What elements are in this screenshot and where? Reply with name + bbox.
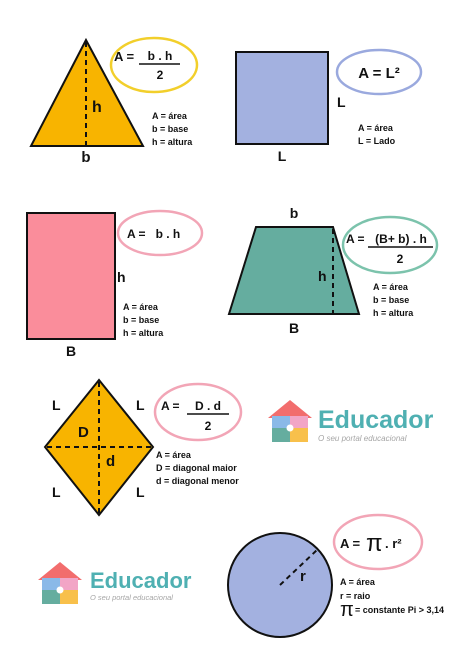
trapezoid-height-label: h bbox=[318, 268, 327, 284]
square-formula: A = L² bbox=[358, 65, 400, 82]
circle-formula-r2: . r² bbox=[385, 536, 402, 551]
trapezoid-legend-1: A = área bbox=[373, 282, 408, 292]
rectangle-panel bbox=[27, 211, 202, 359]
rhombus-side-label-br: L bbox=[136, 484, 145, 500]
rectangle-height-label: h bbox=[117, 269, 126, 285]
rhombus-legend-2: D = diagonal maior bbox=[156, 463, 237, 473]
rhombus-minor-label: d bbox=[106, 453, 116, 470]
rectangle-shape bbox=[27, 213, 115, 339]
circle-panel bbox=[228, 515, 444, 637]
square-shape bbox=[236, 52, 328, 144]
educador-logo-upper bbox=[318, 408, 433, 443]
rhombus-side-label-tr: L bbox=[136, 397, 145, 413]
square-legend-2: L = Lado bbox=[358, 136, 396, 146]
triangle-base-label: b bbox=[81, 149, 91, 166]
rhombus-side-label-bl: L bbox=[52, 484, 61, 500]
educador-logo-lower bbox=[90, 570, 191, 602]
logo-house-icon bbox=[268, 400, 312, 442]
trapezoid-legend-3: h = altura bbox=[373, 308, 414, 318]
square-side-label: L bbox=[337, 94, 346, 110]
rectangle-legend-3: h = altura bbox=[123, 328, 164, 338]
triangle-panel bbox=[31, 38, 197, 166]
rhombus-major-label: D bbox=[78, 424, 89, 441]
trapezoid-formula-numerator: (B+ b) . h bbox=[375, 232, 427, 246]
rhombus-legend-3: d = diagonal menor bbox=[156, 476, 239, 486]
triangle-formula-ellipse bbox=[111, 38, 197, 92]
rhombus-formula-a: A = bbox=[161, 399, 180, 413]
rhombus-legend-1: A = área bbox=[156, 450, 191, 460]
trapezoid-top-label: b bbox=[289, 205, 299, 221]
rhombus-side-label-tl: L bbox=[52, 397, 61, 413]
logo-name: Educador bbox=[318, 406, 434, 434]
rectangle-formula: A = b . h bbox=[127, 227, 181, 241]
logo-tagline: O seu portal educacional bbox=[90, 593, 173, 602]
logo-name: Educador bbox=[90, 568, 192, 593]
rhombus-formula-numerator: D . d bbox=[195, 399, 221, 413]
triangle-height-label: h bbox=[92, 99, 102, 116]
trapezoid-formula-a: A = bbox=[346, 232, 365, 246]
square-panel bbox=[236, 50, 421, 164]
trapezoid-shape bbox=[229, 227, 359, 314]
logo-house-icon-2 bbox=[38, 562, 82, 604]
rectangle-base-label: B bbox=[65, 343, 77, 359]
circle-formula-a: A = bbox=[340, 536, 361, 551]
rectangle-legend-2: b = base bbox=[123, 315, 160, 325]
rhombus-panel bbox=[45, 380, 241, 515]
trapezoid-formula-denominator: 2 bbox=[396, 252, 404, 266]
triangle-legend-3: h = altura bbox=[152, 137, 193, 147]
rhombus-formula-denominator: 2 bbox=[204, 419, 212, 433]
triangle-formula-numerator: b . h bbox=[147, 49, 173, 63]
circle-legend-2: r = raio bbox=[340, 591, 371, 601]
circle-pi-note-symbol: π bbox=[340, 599, 354, 621]
trapezoid-base-label: B bbox=[288, 320, 300, 336]
triangle-legend-2: b = base bbox=[152, 124, 189, 134]
rectangle-legend-1: A = área bbox=[123, 302, 158, 312]
square-bottom-label: L bbox=[277, 148, 287, 164]
circle-radius-label: r bbox=[300, 568, 306, 585]
triangle-formula-denominator: 2 bbox=[156, 68, 164, 82]
logo-tagline: O seu portal educacional bbox=[318, 434, 407, 443]
circle-pi-symbol: π bbox=[366, 530, 383, 557]
trapezoid-legend-2: b = base bbox=[373, 295, 410, 305]
circle-pi-note: = constante Pi > 3,14 bbox=[355, 605, 445, 615]
square-legend-1: A = área bbox=[358, 123, 393, 133]
triangle-legend-1: A = área bbox=[152, 111, 187, 121]
trapezoid-panel bbox=[229, 205, 437, 336]
triangle-formula-a: A = bbox=[114, 49, 135, 64]
circle-legend-1: A = área bbox=[340, 577, 375, 587]
